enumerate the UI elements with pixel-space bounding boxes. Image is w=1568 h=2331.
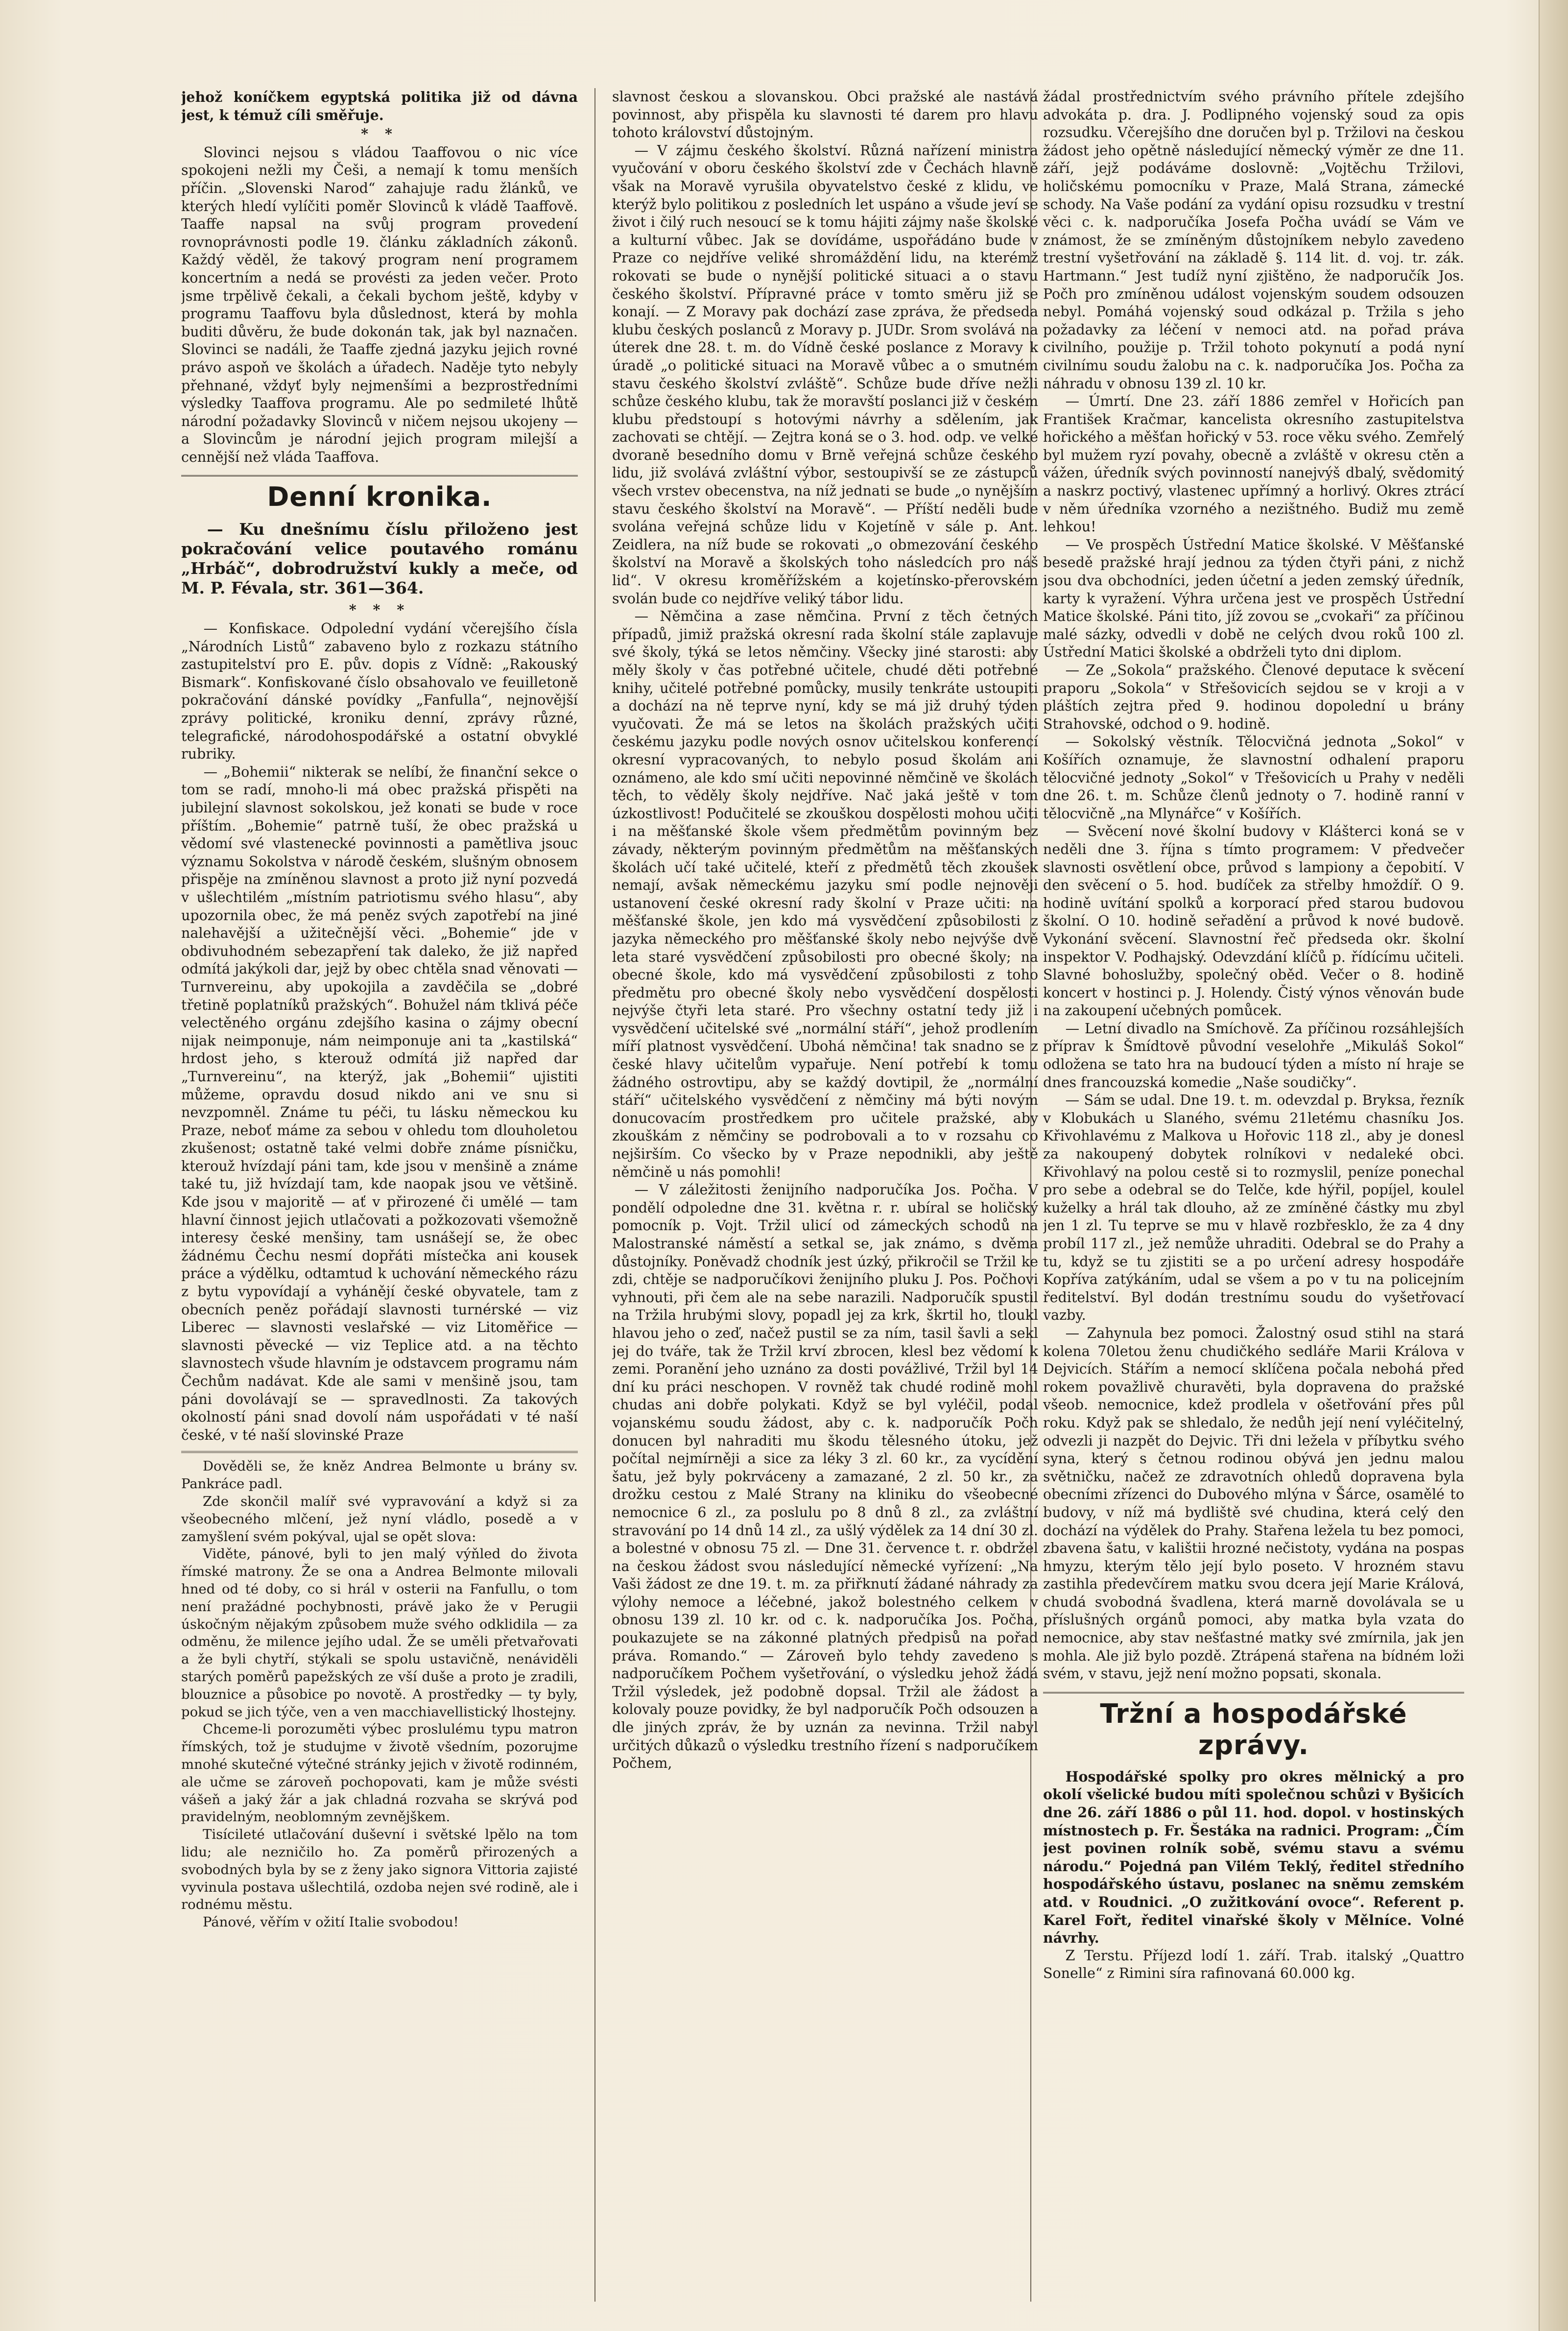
section-title-trzni-zpravy: Tržní a hospodářské zprávy. (1043, 1692, 1464, 1761)
article-sokolsky-vestnik: — Sokolský věstník. Tělocvičná jednota „Sokol“ v Košířích oznamuje, že slavnostní odhalení praporu tělocvičné jednoty „Sokol“ v Třešovicích u Prahy v neděli dne 26. t. m. Schůze členů jednoty o 7. hodině ranní v tělocvičně „na Mlynářce“ v Košířích. (1043, 734, 1464, 822)
section-title-denni-kronika: Denní kronika. (181, 475, 578, 513)
article-slovinci: Slovinci nejsou s vládou Taaffovou o nic více spokojeni nežli my Češi, a nemají k tomu menších příčin. „Slovenski Narod“ zahajuje radu žlánků, ve kterých hledí vylíčiti poměr Slovinců k vládě Taaffově. Taaffe napsal na svůj program provedení rovnoprávnosti podle 19. článku základních zákonů. Každý věděl, že takový program není programem koncertním a nedá se provésti za jeden večer. Proto jsme trpělivě čekali, a čekali bychom ještě, kdyby v programu Taaffovu byla důslednost, která by mohla buditi důvěru, že bude dokonán tak, jak byl naznačen. Slovinci se nadáli, že Taaffe zjedná jazyku jejich rovné právo aspoň ve školách a úřadech. Naděje tyto nebyly přehnané, vždyť byly nejmenšími a bezprostředními výsledky Taaffova programu. Ale po sedmileté lhůtě národní požadavky Slovinců v ničem nejsou ukojeny — a Slovincům je národní jejich program milejší a cennější než vláda Taaffova. (181, 144, 578, 465)
story-paragraph: Tisícileté utlačování duševní i světské lpělo na tom lidu; ale nezničilo ho. Za poměrů přirozených a svobodných byla by se z ženy jako signora Vittoria zajisté vyvinula postava ušlechtilá, ozdoba nejen své rodině, ale i rodnému městu. (181, 1827, 578, 1913)
article-sokola: — Ze „Sokola“ pražského. Členové deputace k svěcení praporu „Sokola“ v Střešovicích sejdou se v kroji a v pláštích zejtra před 9. hodinou dopolední u brány Strahovské, odchod o 9. hodině. (1043, 662, 1464, 732)
asterisk-divider: * * * (349, 601, 410, 618)
story-paragraph: Pánové, věřím v ožití Italie svobodou! (203, 1914, 459, 1930)
column-2 (612, 88, 1038, 2302)
article-continuation: žádal prostřednictvím svého právního přítele zdejšího advokáta p. dra. J. Podlipného vojenský soud za opis rozsudku. Včerejšího dne doručen byl p. Tržilovi na českou žádost jeho opětně následující německý výměr ze dne 11. září, jejž podáváme doslovně: „Vojtěchu Tržilovi, holičskému pomocníku v Praze, Malá Strana, zámecké schody. Na Vaše podání za vydání opisu rozsudku v trestní věci c. k. nadporučíka Josefa Počha uvádí se Vám ve známost, že se zmíněným důstojníkem nebylo zavedeno trestní vyšetřování na základě §. 114 lit. d. voj. tr. zák. Hartmann.“ Jest tudíž nyní zjištěno, že nadporučík Jos. Počh pro zmíněnou událost vojenským soudem odsouzen nebyl. Pomáhá vojenský soud odkázal p. Tržila s jeho požadavky za léčení v nemoci atd. na pořad práva civilního, použije p. Tržil tohoto pokynutí a podá nyní civilnímu soudu žalobu na c. k. nadporučíka Jos. Počha za náhradu v obnosu 139 zl. 10 kr. (1043, 89, 1464, 392)
story-paragraph: Viděte, pánové, byli to jen malý výňled do života římské matrony. Že se ona a Andrea Belmonte milovali hned od té doby, co si hrál v osterii na Fanfullu, o tom není pražádné pochybnosti, právě jako že v Perugii úskočným nějakým způsobem muže svého odklidila — za odměnu, že milence jejího udal. Že se uměli přetvařovati a že byli chytří, stýkali se spolu ustavičně, nenáviděli starých poměrů papežských ze vší duše a proto je zradili, blouznice a působice po novotě. A prostředky — ty byly, pokud se jich týče, ven a ven macchiavellistický lhostejny. (181, 1546, 578, 1720)
lead-notice: — Ku dnešnímu číslu přiloženo jest pokračování velice poutavého románu „Hrbáč“, dobrodružství kukly a meče, od M. P. Févala, str. 361—364. (181, 520, 578, 598)
article-nemcina: — Němčina a zase němčina. První z těch četných případů, jimiž pražská okresní rada školní stále zaplavuje své školy, týká se letos němčiny. Všecky jiné starosti: aby měly školy v čas potřebné učitele, chudé děti potřebné knihy, učitelé potřebné pomůcky, musily tenkráte ustoupiti a dochází na ně teprve nyní, kdy se má již druhý týden vyučovati. Že má se letos na školách pražských učiti českému jazyku podle nových osnov učitelskou konferencí okresní vypracovaných, to nebylo posud školám ani oznámeno, ale kdo smí učiti nepovinné němčině ve školách těch, to věděly školy nejdříve. Nač jaká ještě v tom úzkostlivost! Podučitelé se zkouškou dospělosti mohou učiti i na měšťanské škole všem předmětům povinným bez závady, některým povinným předmětům na měšťanských školách učí také učitelé, kteří z předmětů těch zkoušek nemají, avšak německému jazyku smí podle nejnověji ustanovení české okresní rady školní v Praze učiti: na měšťanské škole, jen kdo má vysvědčení způsobilosti z jazyka německého pro měšťanské školy nebo nejvýše dvě leta staré vysvědčení způsobilosti pro obecné školy; na obecné škole, kdo má vysvědčení způsobilosti z toho předmětu pro obecné školy nebo vysvědčení dospělosti nejvýše čtyři leta staré. Pro všechny ostatní tedy již i vysvědčení učitelské své „normální stáří“, jehož prodlením míří platnost vysvědčení. Ubohá němčina! tak snadno se z české hlavy učitelům vypařuje. Není potřebí k tomu žádného ostrovtipu, aby se každý dovtipil, že „normální stáří“ učitelského vysvědčení z němčiny má býti novým donucovacím prostředkem pro učitele pražské, aby zkouškám z němčiny se podrobovali a to v rozsahu co nejširším. Co všecko by v Praze nepodnikli, aby ještě němčině u nás pomohli! (612, 608, 1038, 1180)
article-hospodarske-spolky: Hospodářské spolky pro okres mělnický a pro okolí všelické budou míti společnou schůzi v Byšicích dne 26. září 1886 o půl 11. hod. dopol. v hostinských místnostech p. Fr. Šestáka na radnici. Program: „Čím jest povinen rolník sobě, svému stavu a svému národu.“ Pojedná pan Vilém Teklý, ředitel středního hospodářského ústavu, poslanec na sněmu zemském atd. v Roudnici. „O zužitkování ovoce“. Referent p. Karel Fořt, ředitel vinařské školy v Mělníce. Volné návrhy. (1043, 1768, 1464, 1947)
story-paragraph: Dověděli se, že kněz Andrea Belmonte u brány sv. Pankráce padl. (181, 1458, 578, 1492)
asterisk-divider: * * (361, 125, 398, 143)
article-z-terstu: Z Terstu. Příjezd lodí 1. září. Trab. italský „Quattro Sonelle“ z Rimini síra rafinovaná 60.000 kg. (1043, 1947, 1464, 1982)
article-continuation: slavnost českou a slovanskou. Obci pražské ale nastává povinnost, aby přispěla ku slavnosti té darem pro hlavu tohoto království důstojným. (612, 89, 1038, 141)
article-svezeni-budovy: — Svěcení nové školní budovy v Klášterci koná se v neděli dne 3. října s tímto programem: V předvečer slavnosti osvětlení obce, průvod s lampiony a čepobití. V den svěcení o 5. hod. budíček za střelby hmoždíř. O 9. hodině uvítání spolků a korporací před starou budovou školní. O 10. hodině seřadění a průvod k nové budově. Vykonání svěcení. Slavnostní řeč předseda okr. školní inspektor V. Podhajský. Odevzdání klíčů p. řídícímu učiteli. Slavné bohoslužby, společný oběd. Večer o 8. hodině koncert v hostinci p. J. Holendy. Čistý výnos věnován bude na zakoupení učebných pomůcek. (1043, 823, 1464, 1019)
intro-fragment: jehož koníčkem egyptská politika již od dávna jest, k témuž cíli směřuje. (181, 89, 578, 123)
article-zahynula: — Zahynula bez pomoci. Žalostný osud stihl na stará kolena 70letou ženu chudičkého sedláře Marii Králova v Dejvicích. Stářím a nemocí sklíčena počala nebohá před rokem považlivě churavěti, byla dopravena do pražské všeob. nemocnice, kdež prodlela v ošetřování přes půl roku. Když pak se shledalo, že nedůh její není vyléčitelný, odvezli ji nazpět do Dejvic. Tři dni ležela v příbytku svého syna, který s četnou rodinou obývá jen jednu malou světničku, načež ze zdravotních ohledů dopravena byla obecními zřízenci do Dubového mlýna v Šárce, osamělé to budovy, v níž má bydliště své chudina, která celý den dochází na výdělek do Prahy. Stařena ležela tu bez pomoci, zbavena šatu, v kalištii hrozné nečistoty, vydána na pospas hmyzu, kterým tělo její bylo poseto. V hrozném stavu zastihla předevčírem matku svou dcera její Marie Králová, chudá svobodná švadlena, která marně dovolávala se u příslušných orgánů pomoci, aby matka byla vzata do nemocnice, aby stav nešťastné matky své zmírnila, jak jen mohla. Ale již bylo pozdě. Ztrápená stařena na bídném loži svém, v stavu, jejž není možno popsati, skonala. (1043, 1325, 1464, 1682)
article-bohemii: — „Bohemii“ nikterak se nelíbí, že finanční sekce o tom se radí, mnoho-li má obec pražská přispěti na jubilejní slavnost sokolskou, jež konati se bude v roce příštím. „Bohemie“ patrně tuší, že obec pražská u vědomí své vlastenecké povinnosti a pamětliva jsouc významu Sokolstva v národě českém, slušným obnosem přispěje na zmíněnou slavnost a proto již nyní pozvedá v ušlechtilém „místním patriotismu svého hlasu“, aby upozornila obec, že má peněz svých zapotřebí na jiné nalehavější a užitečnější věci. „Bohemie“ jde v obdivuhodném sebezapření tak daleko, že již napřed odmítá jakýkoli dar, jejž by obec chtěla snad věnovati — Turnvereinu, aby upokojila a zavděčila se „dobré třetině poplatníků pražských“. Bohužel nám tklivá péče velectěného orgánu zdejšího kasina o zájmy obecní nijak neimponuje, nám neimponuje ani ta „kastilská“ hrdost jeho, s kterouž odmítá již napřed dar „Turnvereinu“, na kterýž, jak „Bohemii“ ujistiti můžeme, opravdu dosud nikdo ani ve snu si nevzpomněl. Známe tu péči, tu lásku německou ku Praze, neboť máme za sebou v ohledu tom dlouholetou zkušenost; ostatně také velmi dobře známe písničku, kterouž hvízdají páni tam, kde jsou v menšině a známe také tu, již hvízdají tam, kde naopak jsou ve většině. Kde jsou v majoritě — ať v přirozené či umělé — tam hlavní činnost jejich utlačovati a požkozovati všemožně interesy české menšiny, tam usnášejí se, že obec žádnému Čechu nesmí dopřáti místečka ani kousek práce a výdělku, odtamtud k uchování německého rázu z bytu vypovídají a vyhánějí české obyvatele, tam z obecních peněz pořádají slavnosti turnérské — viz Liberec — slavnosti veslařské — viz Litoměřice — slavnosti pěvecké — viz Teplice atd. a na těchto slavnostech všude hlavním je odstavcem programu nám Čechům nadávat. Kde ale sami v menšině jsou, tam páni dovolávají se — spravedlnosti. Za takových okolností páni snad dovolí nám uspořádati v té naší české, v té naší slovinské Praze (181, 763, 578, 1443)
article-prospech-matice: — Ve prospěch Ústřední Matice školské. V Měšťanské besedě pražské hrají jednou za týden čtyři páni, z nichž jsou dva obchodníci, jeden účetní a jeden zemský úředník, karty k vyražení. Výhra určena jest ve prospěch Ústřední Matice školské. Páni tito, jíž zovou se „cvokaři“ za příčinou malé sázky, odvedli v době ne celých dvou roků 100 zl. Ústřední Matici školské a obdrželi tyto dni diplom. (1043, 536, 1464, 661)
article-v-zajmu-skolstvi: — V zájmu českého školství. Různá nařízení ministra vyučování v oboru českého školství zde v Čechách hlavně však na Moravě vyrušila obyvatelstvo české z klidu, ve kterýž bylo politikou z posledních let uspáno a všude jeví se život i čilý ruch nesoucí se k tomu hájiti zájmy naše školské a kulturní vůbec. Jak se dovídáme, uspořádáno bude v Praze co nejdříve veliké shromáždění lidu, na kterémž rokovati se bude o nynější politické situaci a o stavu českého školství. Přípravné práce v tomto směru již se konají. — Z Moravy pak dochází zase zpráva, že předseda klubu českých poslanců z Moravy p. JUDr. Srom svolává na úterek dne 28. t. m. do Vídně české poslance z Moravy k úradě „o politické situaci na Moravě vůbec a o smutném stavu českého školství zvláště“. Schůze bude dříve nežli schůze českého klubu, tak že moravští poslanci již v českém klubu předstoupí s hotovými návrhy a sdělením, jak zachovati se chtějí. — Zejtra koná se o 3. hod. odp. ve velké dvoraně besedního domu v Brně veřejná schůze českého lidu, již svolává zvláštní výbor, sestoupivší se ze zástupců všech vrstev obecenstva, na níž jednati se bude „o nynějším stavu českého školství na Moravě“. — Příští neděli bude svolána veřejná schůze lidu v Kojetíně v sále p. Ant. Zeidlera, na níž bude se rokovati „o obmezování českého školství na Moravě a školských toho následcích pro náš lid“. V okresu kroměřížském a kojetínsko-přerovském svolán bude co nejdříve veliký tábor lidu. (612, 142, 1038, 607)
story-paragraph: Chceme-li porozuměti výbec proslulému typu matron římských, tož je studujme v životě všedním, pozorujme mnohé skutečné výtečné stránky jejich v životě rodinném, ale učme se zároveň pochopovati, kam je může svésti vášeň a jaký žár a jak chladná rozvaha se skrývá pod pravidelným, neoblomným zevnějškem. (181, 1721, 578, 1825)
story-paragraph: Zde skončil malíř své vypravování a když si za všeobecného mlčení, jež nyní vládlo, posedě a v zamyšlení svém pokýval, ujal se opět slova: (181, 1493, 578, 1545)
feuilleton-divider (181, 1451, 578, 1453)
article-sam-se-udal: — Sám se udal. Dne 19. t. m. odevzdal p. Bryksa, řezník v Klobukách u Slaného, svému 21letému chasníku Jos. Křivohlavému z Malkova u Hořovic 118 zl., aby je donesl za nakoupený dobytek rolníkovi v nedaleké obci. Křivohlavý na polou cestě si to rozmyslil, peníze ponechal pro sebe a odebral se do Telče, kde hýřil, popíjel, koulel kuželky a hrál tak dlouho, až ze zmíněné částky mu zbyl jen 1 zl. Tu teprve se mu v hlavě rozbřesklo, že za 4 dny probíl 117 zl., jež nemůže uhraditi. Odebral se do Prahy a tu, když se tu zjistiti se a po určení adresy hospodáře Kopříva zatýkáním, udal se všem a po v tu na policejním ředitelství. Byl dodán trestnímu soudu do vyšetřovací vazby. (1043, 1092, 1464, 1324)
feuilleton-story (181, 1458, 578, 1931)
page-binding-edge (1539, 0, 1568, 2331)
column-1 (181, 88, 578, 2302)
article-letni-divadlo: — Letní divadlo na Smíchově. Za příčinou rozsáhlejších příprav k Šmídtově původní veselohře „Mikuláš Sokol“ odložena se tato hra na budoucí týden a místo ní hraje se dnes francouzská komedie „Naše soudičky“. (1043, 1020, 1464, 1091)
article-umrti: — Úmrtí. Dne 23. září 1886 zemřel v Hořicích pan František Kračmar, kancelista okresního zastupitelstva hořického a měšťan hořický v 53. roce věku svého. Zemřelý byl mužem ryzí povahy, obecně a zvláště v okresu ctěn a vážen, úředník svých povinností nanejvýš dbalý, svědomitý a naskrz poctivý, vlastenec upřímný a horlivý. Okres ztrácí v něm úředníka vzorného a nezištného. Budiž mu země lehkou! (1043, 393, 1464, 535)
article-zenijni-nadporucik: — V záležitosti ženijního nadporučíka Jos. Počha. V pondělí odpoledne dne 31. května r. r. ubíral se holičský pomocník p. Vojt. Tržil ulicí od zámeckých schodů na Malostranské náměstí a setkal se, jak známo, s dvěma důstojníky. Poněvadž chodník jest úzký, přikročil se Tržil ke zdi, chtěje se nadporučíkovi ženijního pluku J. Pos. Počhovi vyhnouti, při čem ale na sebe narazili. Nadporučík spustil na Tržila hrubými slovy, popadl jej za krk, škrtil ho, tloukl hlavou jeho o zeď, načež pustil se za ním, tasil šavli a sekl jej do tváře, tak že Tržil krví zbrocen, klesl bez vědomí k zemi. Poranění jeho uznáno za dosti povážlivé, Tržil byl 14 dní ku práci neschopen. V rovněž tak chudé rodině mohl chudas ani dobře polykati. Když se byl vyléčil, podal vojanskému soudu žádost, aby c. k. nadporučík Počh donucen byl nahraditi mu škodu tělesného útoku, jež počítal nejmírněji a sice za léky 3 zl. 60 kr., za vycídění šatu, jež byly pokrváceny a zamazané, 2 zl. 50 kr., za drožku cestou z Malé Strany na kliniku do všeobecné nemocnice 6 zl., za poslulu po 8 dnů 8 zl., za zvláštní stravování po 14 dnů 14 zl., za ušlý výdělek za 14 dní 30 zl. a bolestné v obnosu 75 zl. — Dne 31. července t. r. obdržel na českou žádost svou následující německé vyřízení: „Na Vaši žádost ze dne 19. t. m. za přiřknutí žádané náhrady za výlohy nemoce a léčebné, jakož bolestného celkem v obnosu 139 zl. 10 kr. od c. k. nadporučíka Jos. Počha, poukazujete se na zákonné platných předpisů na pořad práva. Romando.“ — Zároveň bylo tehdy zavedeno s nadporučíkem Počhem vyšetřování, o výsledku jehož žádá Tržil výsledek, jež podobně dopsal. Tržil ale žádost a kolovaly pouze povidky, že byl nadporučík Počh odsouzen a dle jiných zpráv, že by uznán za nevinna. Tržil nabyl určitých důkazů o výsledku trestního řízení s nadporučíkem Počhem, (612, 1182, 1038, 1772)
article-konfiskace: — Konfiskace. Odpolední vydání včerejšího čísla „Národních Listů“ zabaveno bylo z rozkazu státního zastupitelství pro E. pův. dopis z Vídně: „Rakouský Bismark“. Konfiskované číslo obsahovalo ve feuilletoně pokračování dánské povídky „Fanfulla“, nejnovější zprávy politické, kroniku denní, zprávy různé, telegrafické, národohospodářské a ostatní obvyklé rubriky. (181, 620, 578, 762)
column-rule (594, 88, 595, 2302)
column-3 (1043, 88, 1464, 2302)
